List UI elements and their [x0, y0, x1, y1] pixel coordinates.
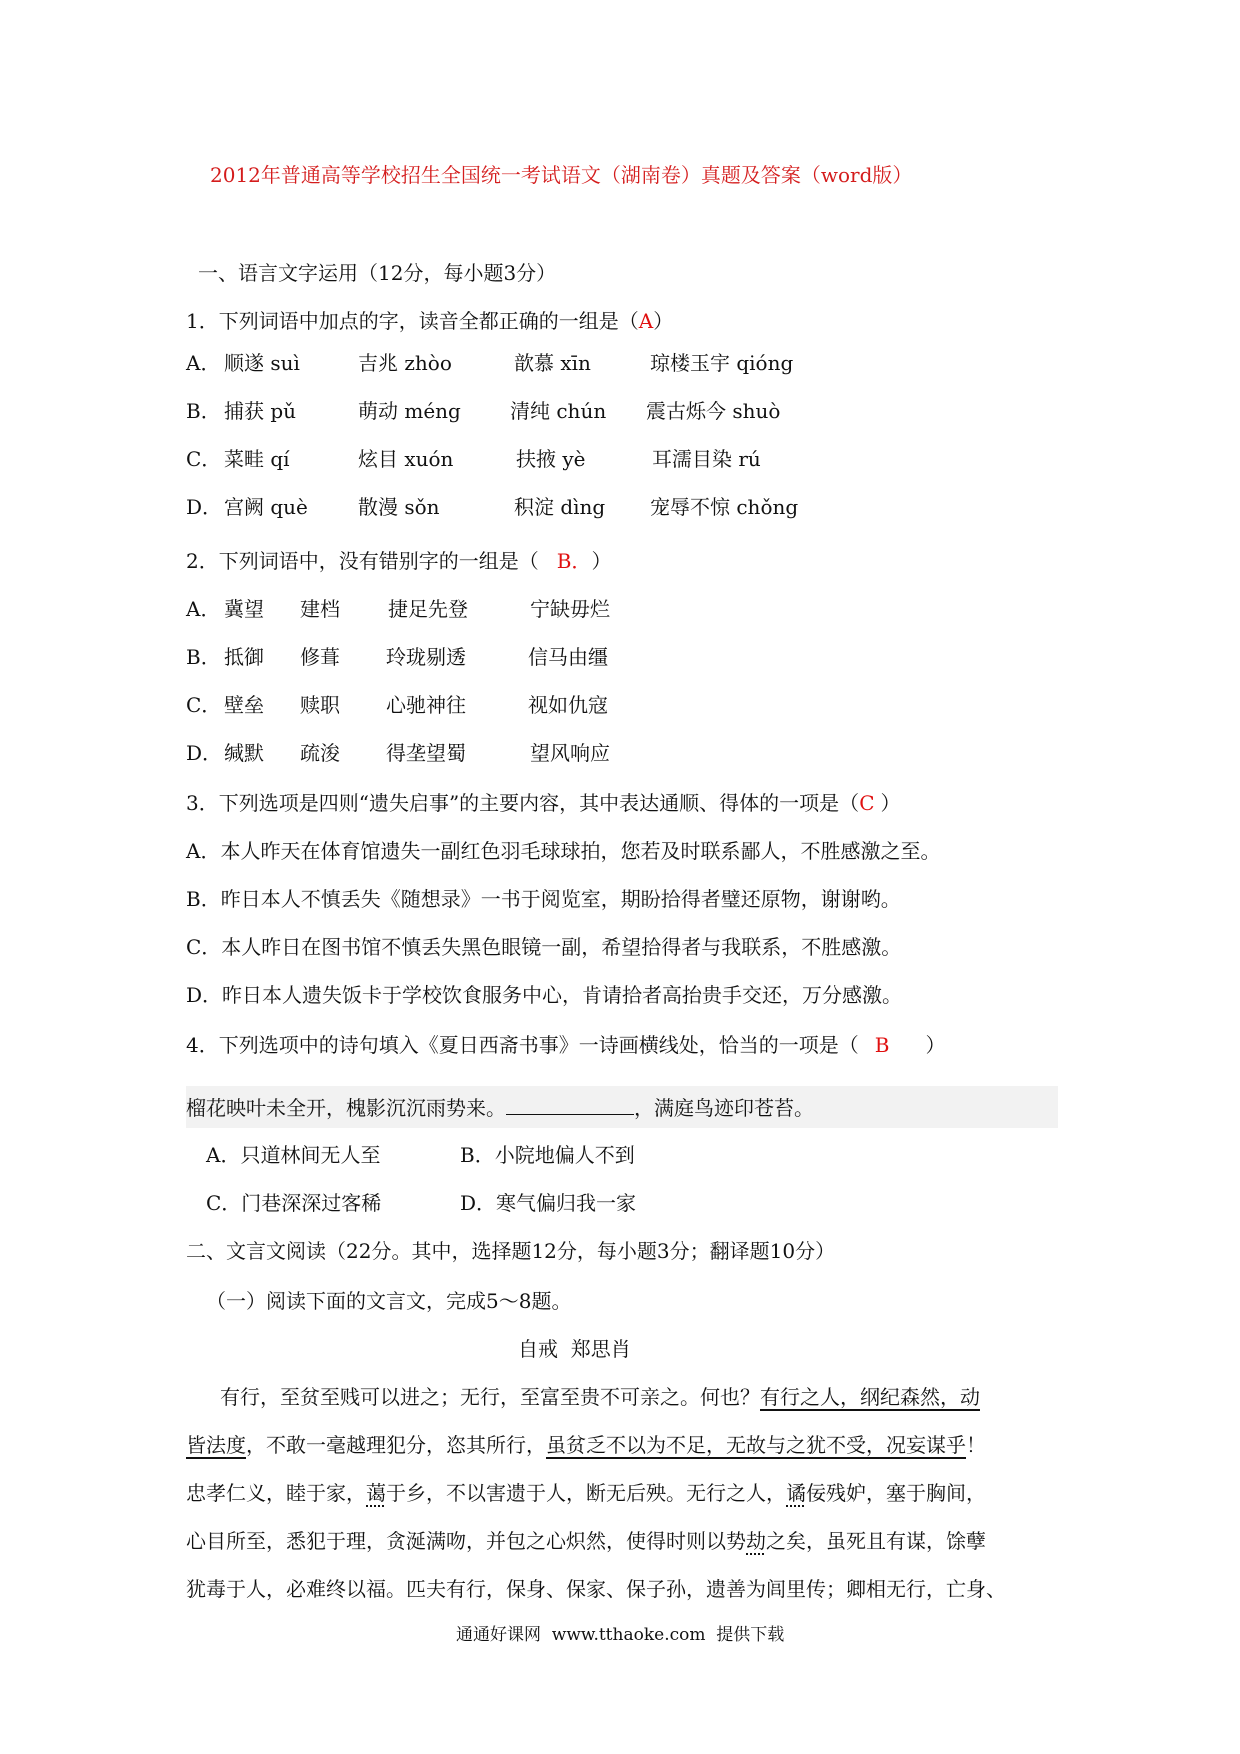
option-item: 散漫 sǒn	[358, 495, 440, 519]
q3-option-d: D．昨日本人遗失饭卡于学校饮食服务中心，肯请拾者高抬贵手交还，万分感激。	[186, 983, 903, 1007]
option-item: 宠辱不惊 chǒng	[650, 495, 799, 519]
option-item: 冀望	[224, 597, 264, 621]
document-title: 2012年普通高等学校招生全国统一考试语文（湖南卷）真题及答案（word版）	[210, 163, 913, 187]
q4-option-d: D．寒气偏归我一家	[460, 1191, 637, 1215]
option-item: 耳濡目染 rú	[652, 447, 761, 471]
question-2-stem: 2．下列词语中，没有错别字的一组是（ B． ）	[186, 549, 612, 573]
underlined-phrase: 皆法度	[186, 1433, 246, 1457]
dotted-character: 谲	[786, 1481, 806, 1505]
option-item: 顺遂 suì	[224, 351, 300, 375]
option-label: C．	[186, 693, 222, 717]
option-item: 歆慕 xīn	[514, 351, 591, 375]
option-item: 宫阙 què	[224, 495, 308, 519]
answer-2: B．	[556, 549, 582, 573]
option-item: 抵御	[224, 645, 264, 669]
option-item: 积淀 dìng	[514, 495, 606, 519]
option-label: A．	[186, 351, 221, 375]
option-item: 缄默	[224, 741, 264, 765]
option-label: B．	[186, 399, 221, 423]
option-item: 捕获 pǔ	[224, 399, 297, 423]
option-label: B．	[186, 645, 221, 669]
underlined-phrase: 虽贫乏不以为不足，无故与之犹不受，况妄谋乎	[546, 1433, 966, 1457]
q4-option-b: B．小院地偏人不到	[460, 1143, 635, 1167]
answer-4: B	[874, 1033, 890, 1057]
option-item: 玲珑剔透	[386, 645, 466, 669]
passage-line-1: 有行，至贫至贱可以进之；无行，至富至贵不可亲之。何也？有行之人，纲纪森然，动	[220, 1385, 980, 1409]
poem-line: 榴花映叶未全开，槐影沉沉雨势来。 ，满庭鸟迹印苍苔。	[186, 1096, 814, 1120]
option-label: D．	[186, 495, 223, 519]
option-item: 菜畦 qí	[224, 447, 290, 471]
passage-line-4: 心目所至，悉犯于理，贪涎满吻，并包之心炽然，使得时则以势劫之矣，虽死且有谋，馀孽	[186, 1529, 986, 1553]
q4-option-c: C．门巷深深过客稀	[206, 1191, 382, 1215]
option-item: 清纯 chún	[510, 399, 607, 423]
option-label: A．	[186, 597, 221, 621]
option-label: D．	[186, 741, 223, 765]
answer-3: C	[859, 791, 875, 815]
passage-line-5: 犹毒于人，必难终以福。匹夫有行，保身、保家、保子孙，遗善为闾里传；卿相无行，亡身、	[186, 1577, 1006, 1601]
option-item: 赎职	[300, 693, 340, 717]
option-label: C．	[186, 447, 222, 471]
dotted-character: 蔼	[366, 1481, 386, 1505]
option-item: 扶掖 yè	[516, 447, 586, 471]
option-item: 炫目 xuón	[358, 447, 454, 471]
option-item: 宁缺毋烂	[530, 597, 610, 621]
question-1-stem: 1．下列词语中加点的字，读音全都正确的一组是（A）	[186, 309, 674, 333]
option-item: 建档	[300, 597, 340, 621]
q4-option-a: A．只道林间无人至	[206, 1143, 381, 1167]
option-item: 视如仇寇	[528, 693, 608, 717]
section2-heading: 二、文言文阅读（22分。其中，选择题12分，每小题3分；翻译题10分）	[186, 1239, 836, 1263]
section1-heading: 一、语言文字运用（12分，每小题3分）	[198, 261, 557, 285]
page-footer: 通通好课网 www.tthaoke.com 提供下载	[456, 1625, 785, 1645]
question-4-stem: 4．下列选项中的诗句填入《夏日西斋书事》一诗画横线处，恰当的一项是（ B ）	[186, 1033, 946, 1057]
option-item: 捷足先登	[388, 597, 468, 621]
option-item: 萌动 méng	[358, 399, 461, 423]
answer-1: A	[638, 309, 654, 333]
q3-option-b: B．昨日本人不慎丢失《随想录》一书于阅览室，期盼拾得者璧还原物，谢谢哟。	[186, 887, 901, 911]
option-item: 信马由缰	[528, 645, 608, 669]
q3-option-a: A．本人昨天在体育馆遗失一副红色羽毛球球拍，您若及时联系鄙人，不胜感激之至。	[186, 839, 941, 863]
option-item: 吉兆 zhòo	[358, 351, 452, 375]
section2-subheading: （一）阅读下面的文言文，完成5～8题。	[206, 1289, 572, 1313]
option-item: 修葺	[300, 645, 340, 669]
option-item: 震古烁今 shuò	[646, 399, 781, 423]
article-title: 自戒 郑思肖	[518, 1337, 631, 1361]
q3-option-c: C．本人昨日在图书馆不慎丢失黑色眼镜一副，希望拾得者与我联系，不胜感激。	[186, 935, 902, 959]
option-item: 壁垒	[224, 693, 264, 717]
option-item: 琼楼玉宇 qióng	[650, 351, 794, 375]
passage-line-2: 皆法度，不敢一毫越理犯分，恣其所行，虽贫乏不以为不足，无故与之犹不受，况妄谋乎！	[186, 1433, 986, 1457]
option-item: 疏浚	[300, 741, 340, 765]
underlined-phrase: 有行之人，纲纪森然，动	[760, 1385, 980, 1409]
option-item: 得垄望蜀	[386, 741, 466, 765]
question-3-stem: 3．下列选项是四则“遗失启事”的主要内容，其中表达通顺、得体的一项是（C ）	[186, 791, 901, 815]
dotted-character: 劫	[746, 1529, 766, 1553]
option-item: 望风响应	[530, 741, 610, 765]
passage-line-3: 忠孝仁义，睦于家，蔼于乡，不以害遗于人，断无后殃。无行之人，谲佞残妒，塞于胸间，	[186, 1481, 986, 1505]
option-item: 心驰神往	[386, 693, 466, 717]
fill-in-blank	[506, 1094, 634, 1115]
